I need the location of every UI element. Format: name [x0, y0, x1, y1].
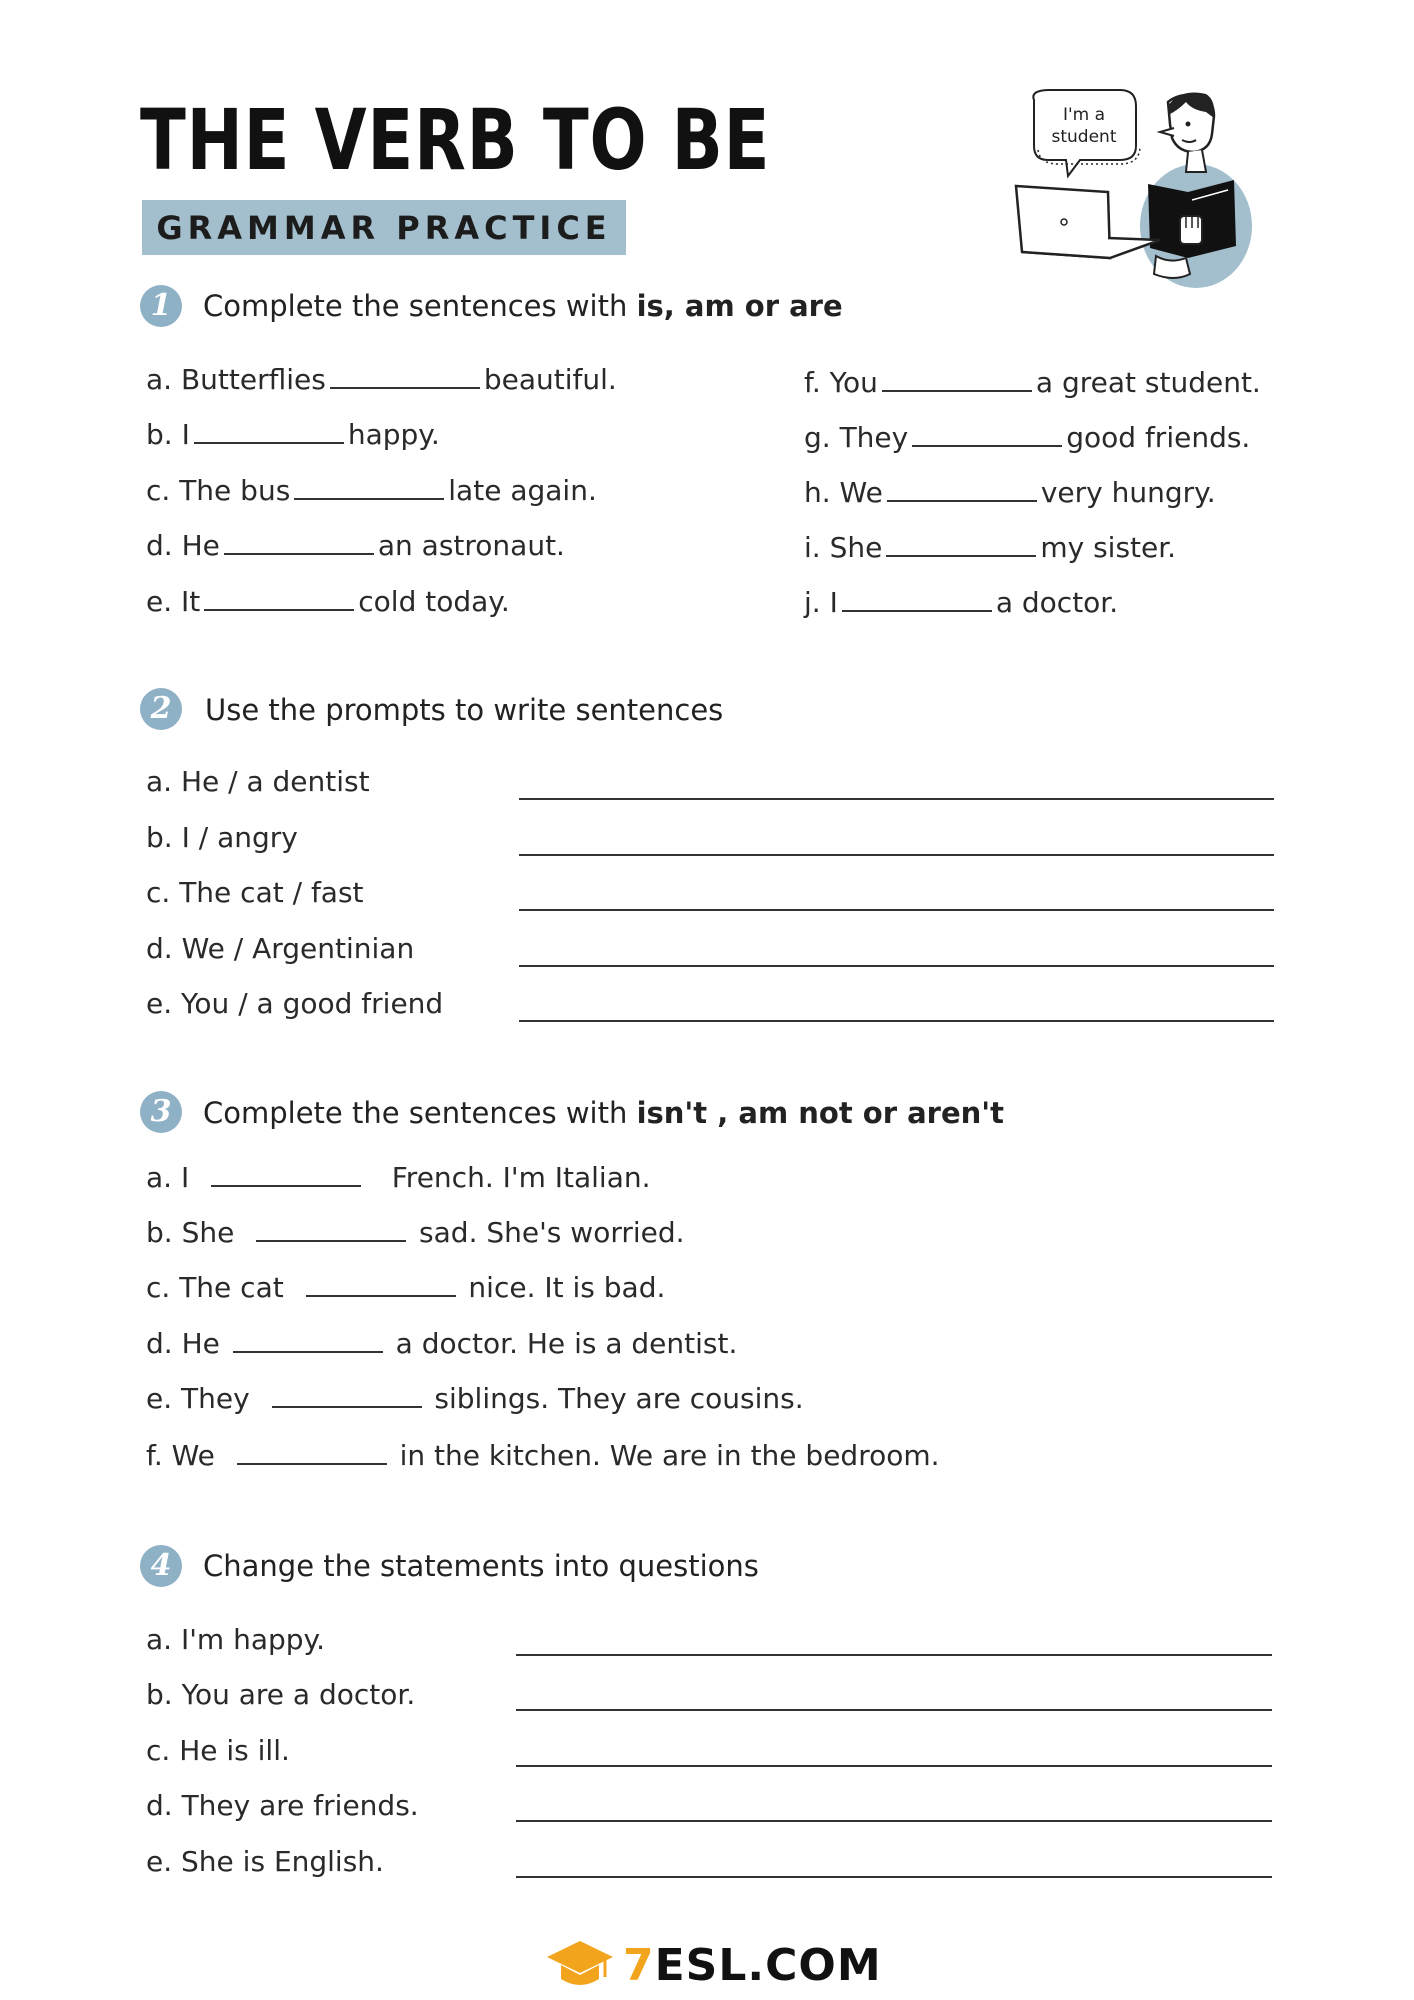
answer-line[interactable]	[519, 854, 1274, 856]
laptop-icon	[1016, 186, 1160, 258]
answer-blank[interactable]	[882, 364, 1032, 392]
graduation-cap-icon	[545, 1937, 615, 1993]
list-item: d. We / Argentinian	[146, 932, 415, 965]
answer-blank[interactable]	[887, 474, 1037, 502]
section-4-instruction: Change the statements into questions	[203, 1549, 759, 1583]
list-item: c. The cat nice. It is bad.	[146, 1271, 666, 1304]
student-illustration	[1010, 88, 1270, 318]
list-item: c. He is ill.	[146, 1734, 290, 1767]
answer-blank[interactable]	[256, 1214, 406, 1242]
answer-blank[interactable]	[330, 361, 480, 389]
section-1-number: 1	[140, 285, 182, 327]
list-item: e. They siblings. They are cousins.	[146, 1382, 804, 1415]
list-item: e. She is English.	[146, 1845, 384, 1878]
answer-blank[interactable]	[294, 472, 444, 500]
list-item: c. The cat / fast	[146, 876, 364, 909]
list-item: h. We very hungry.	[804, 476, 1216, 509]
answer-line[interactable]	[519, 965, 1274, 967]
list-item: a. He / a dentist	[146, 765, 370, 798]
answer-blank[interactable]	[237, 1437, 387, 1465]
answer-line[interactable]	[516, 1820, 1272, 1822]
svg-text:I'm a: I'm a	[1062, 105, 1106, 125]
section-1-instruction: Complete the sentences with is, am or are	[203, 289, 843, 323]
list-item: a. I French. I'm Italian.	[146, 1161, 651, 1194]
list-item: i. She my sister.	[804, 531, 1177, 564]
list-item: b. I / angry	[146, 821, 298, 854]
section-2-number: 2	[140, 688, 182, 730]
list-item: d. He an astronaut.	[146, 529, 565, 562]
answer-blank[interactable]	[842, 584, 992, 612]
answer-blank[interactable]	[194, 416, 344, 444]
answer-blank[interactable]	[272, 1380, 422, 1408]
answer-blank[interactable]	[224, 527, 374, 555]
answer-line[interactable]	[516, 1654, 1272, 1656]
list-item: f. You a great student.	[804, 366, 1261, 399]
list-item: d. They are friends.	[146, 1789, 419, 1822]
answer-blank[interactable]	[204, 583, 354, 611]
answer-blank[interactable]	[306, 1269, 456, 1297]
answer-blank[interactable]	[886, 529, 1036, 557]
answer-line[interactable]	[516, 1876, 1272, 1878]
list-item: e. It cold today.	[146, 585, 510, 618]
brand-name: 7ESL.COM	[623, 1939, 882, 1991]
list-item: e. You / a good friend	[146, 987, 444, 1020]
list-item: b. You are a doctor.	[146, 1678, 416, 1711]
footer-logo[interactable]	[545, 1935, 882, 1995]
answer-blank[interactable]	[211, 1159, 361, 1187]
list-item: c. The bus late again.	[146, 474, 597, 507]
answer-line[interactable]	[516, 1765, 1272, 1767]
list-item: g. They good friends.	[804, 421, 1251, 454]
section-4-number: 4	[140, 1545, 182, 1587]
answer-line[interactable]	[519, 909, 1274, 911]
list-item: a. Butterflies beautiful.	[146, 363, 617, 396]
list-item: b. She sad. She's worried.	[146, 1216, 685, 1249]
speech-bubble	[1033, 90, 1140, 176]
answer-blank[interactable]	[233, 1325, 383, 1353]
svg-text:student: student	[1051, 127, 1117, 147]
list-item: j. I a doctor.	[804, 586, 1119, 619]
page-subtitle: GRAMMAR PRACTICE	[142, 200, 626, 255]
list-item: b. I happy.	[146, 418, 440, 451]
list-item: a. I'm happy.	[146, 1623, 326, 1656]
section-3-instruction: Complete the sentences with isn't , am not or aren't	[203, 1096, 1005, 1130]
page-title: THE VERB TO BE	[140, 91, 771, 189]
person-head	[1160, 93, 1214, 173]
book-icon	[1148, 180, 1236, 258]
list-item: d. He a doctor. He is a dentist.	[146, 1327, 738, 1360]
answer-line[interactable]	[519, 1020, 1274, 1022]
answer-blank[interactable]	[912, 419, 1062, 447]
list-item: f. We in the kitchen. We are in the bedroom.	[146, 1439, 940, 1472]
answer-line[interactable]	[516, 1709, 1272, 1711]
section-3-number: 3	[140, 1091, 182, 1133]
section-2-instruction: Use the prompts to write sentences	[205, 693, 724, 727]
answer-line[interactable]	[519, 798, 1274, 800]
